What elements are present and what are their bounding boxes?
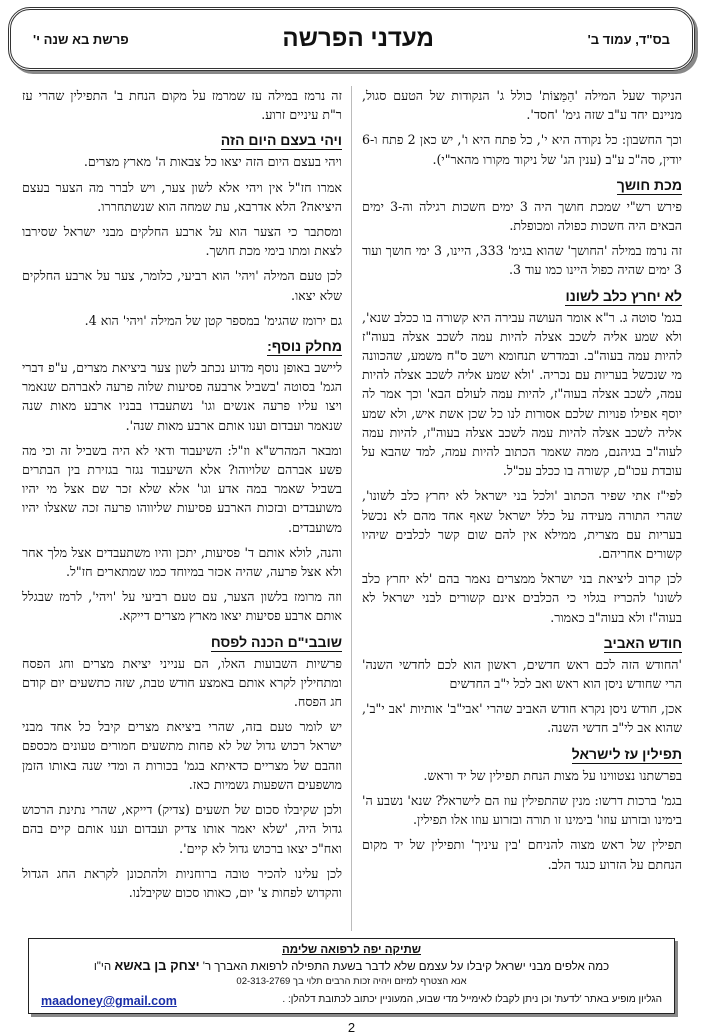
section-heading [362, 746, 682, 762]
section-heading-text: שובבי"ם הכנה לפסח [210, 633, 342, 650]
paragraph: בגמ' סוטה ג. ר"א אומר העושה עבירה היא קשורה בו ככלב שנא', ולא שמע אליה לשכב אצלה להיות עמה לשכב אצלה בעוה"ז להיות עמה בעוה"ב. ובמדרש תנחומא וישב ס"ח משמע, שהכוונה מי שנכשל בעריות עם נכריה. 'ולא שמע אליה לשכב אצלה להיות עמה, לשכב אצלה בעוה"ז, להיות עמה לעולם הבא' וכך אמר לה יוסף אפילו פנויות שלכם אסורות לנו כל שכן אשת איש, ולא שמע אליה לשכב אצלה להיות עמה לשכב אצלה בעוה"ז, להיות עמה לעוה"ב בגיהנם, ממה שאמר הכתוב להיות עמה, למד שהבא על עובדת עכו"ם, קשורה בו ככלב עכ"ל. [362, 309, 682, 479]
footer-line1-text: כמה אלפים מבני ישראל קיבלו על עצמם שלא לדבר בשעת התפילה לרפואת האברך ר' [202, 961, 610, 973]
header-date-page: בס"ד, עמוד ב' [587, 31, 670, 47]
header-banner [8, 7, 695, 71]
paragraph: ויהי בעצם היום הזה יצאו כל צבאות ה' מארץ מצרים. [83, 154, 342, 170]
paragraph: פרשיות השבועות האלו, הם ענייני יציאת מצרים וחג הפסח ומתחילין לקרא אותם באמצע חודש טבת, שזה כתשעים יום קודם חג הפסח. [22, 655, 342, 710]
paragraph: לכן קרוב ליציאת בני ישראל ממצרים נאמר בהם 'לא יחרץ כלב לשונו' להכריז בגלוי כי הכלבים אינם קשורים לבני ישראל לא בעוה"ז ולא בעוה"ב כאמור. [362, 571, 682, 625]
section-heading [362, 288, 682, 304]
paragraph: ומבאר המהרש"א וז"ל: השיעבוד ודאי לא היה בשביל זה וכי מה פשע אברהם שלויוהו? אלא השיעבוד נגזר בגזירת בין הבתרים בשביל שאמר במה אדע וגו' אלא שלא זכר שם אצל מי יהיו משועבדים ובזכות הארבע פסיעות שליווהו פרעה זכה שאצלו יהיו משועבדים. [22, 442, 342, 535]
footer-box [28, 938, 675, 1014]
paragraph: והנה, לולא אותם ד' פסיעות, יתכן והיו משתעבדים אצל מלך אחר ולא אצל פרעה, שהיה אכזר במיוחד כמו שמתארים חז"ל. [22, 544, 342, 580]
section-heading [362, 177, 682, 193]
paragraph: לכן עלינו להכיר טובה ברוחניות ולהתכונן לקראת החג הגדול והקדוש לפחות צ' יום, כאותו סכום שקיבלנו. [22, 865, 342, 900]
paragraph: ולכן שקיבלו סכום של תשעים (צדיק) דייקא, שהרי נתינת הרכוש גדול היה, 'שלא יאמר אותו צדיק ועבדום וענו אותם קיים בהם ואח"כ יצאו ברכוש גדול לא קיים'. [22, 802, 342, 856]
left-column [22, 86, 342, 931]
section-heading [22, 634, 342, 650]
paragraph: יש לומר טעם בזה, שהרי ביציאת מצרים קיבל כל אחד מבני ישראל רכוש גדול של לא פחות מתשעים חמורים טעונים מכספם וזהבם של מצריים כדאיתא בגמ' בכורות ה ומדי שנה באותו הזמן מושפעים השפעות גשמיות כאז. [22, 719, 342, 792]
footer-line2: אנא הצטרף למיזם ויהיה זכות הרבים תלוי בך 02-313-2769 [236, 976, 467, 987]
footer-line1 [41, 958, 662, 975]
section-heading-text: לא יחרץ כלב לשונו [565, 287, 682, 304]
paragraph: בפרשתנו נצטווינו על מצות הנחת תפילין של יד וראש. [423, 767, 682, 783]
paragraph: גם ירומז שהגימ' במספר קטן של המילה 'ויהי' הוא 4. [84, 312, 342, 328]
footer-email-link[interactable]: maadoney@gmail.com [41, 994, 177, 1008]
footer-line3: הגליון מופיע באתר 'לדעת' וכן ניתן לקבלו לאימייל מדי שבוע, המעוניין יכתוב לכתובת דלהלן: . [282, 994, 662, 1005]
paragraph: פירש רש"י שמכת חושך היה 3 ימים חשכות רגילה וה-3 ימים הבאים היה חשכות כפולה ומכופלת. [362, 198, 682, 234]
paragraph: אמרו חז"ל אין ויהי אלא לשון צער, ויש לברר מה הצער בעצם היציאה? הלא אדרבא, עת שמחה הוא שנשתחררו. [22, 179, 342, 214]
paragraph: וכך החשבון: כל נקודה היא י', כל פתח היא ו', יש כאן 2 פתח ו-6 יודין, סה"כ ע"ב (ענין הג' של ניקוד מקורו מהאר"י). [362, 132, 682, 167]
column-divider [351, 86, 352, 931]
paragraph: ומסתבר כי הצער הוא על ארבע החלקים מבני ישראל שסירבו לצאת ומתו בימי מכת חושך. [22, 224, 342, 259]
paragraph: בגמ' ברכות דרשו: מנין שהתפילין עוז הם לישראל? שנא' נשבע ה' בימינו ובזרוע עוזו' בימינו זו תורה ובזרוע עוזו אלו תפילין. [362, 792, 682, 828]
paragraph: לפי"ז אתי שפיר הכתוב 'ולכל בני ישראל לא יחרץ כלב לשונו', שהרי התורה מעידה על כלל ישראל שאף אחד מהם לא נכשל בעריות עם מצרית, ממילא אין להם שום קשר לכלבים שיהיו קשורים אחריהם. [362, 488, 682, 562]
section-heading-text: מחלק נוסף: [267, 338, 342, 355]
paragraph: וזה מרומז בלשון הצער, עם טעם רביעי על 'ויהי', לרמז שבגלל אותם ארבע פסיעות יצאו מארץ מצרים דייקא. [22, 589, 342, 624]
paragraph: 'החודש הזה לכם ראש חדשים, ראשון הוא לכם לחדשי השנה' הרי שחודש ניסן הוא ראש ואב לכל י"ב החדשים [362, 656, 682, 692]
section-heading-text: תפילין עז לישראל [571, 745, 682, 762]
paragraph: ליישב באופן נוסף מדוע נכתב לשון צער ביציאת מצרים, ע"פ דברי הגמ' בסוטה 'בשביל ארבעה פסיעות שלוה פרעה לאברהם שנאמר ויצו עליו פרעה אנשים וגו' נשתעבדו בבניו ארבע מאות שנה שנאמר ועבדום וענו אותם ארבע מאות שנה'. [22, 360, 342, 433]
page-number: 2 [347, 1020, 356, 1035]
footer-line1-suffix: הי"ו [93, 961, 112, 973]
footer-name: יצחק בן באשא [114, 958, 200, 973]
paragraph: הניקוד שעל המילה 'הַמַּצּוֹת' כולל ג' הנקודות של הטעם סגול, מניינם יחד ע"ב שזה גימ' 'חסד'. [362, 88, 682, 123]
paragraph: זה נרמז במילה עז שמרמז על מקום הנחת ב' התפילין שהרי עז ר"ת עיניים זרוע. [22, 88, 342, 123]
section-heading-text: מכת חושך [616, 176, 682, 193]
paragraph: תפילין של ראש מצוה להניחם 'בין עיניך' ותפילין של יד מקום הנחתם על הזרוע כנגד הלב. [362, 837, 682, 872]
section-heading [22, 338, 342, 354]
page-title: מעדני הפרשה [282, 25, 434, 52]
paragraph: זה נרמז במילה 'החושך' שהוא בגימ' 333, היינו, 3 ימי חושך ועוד 3 ימים שהיה כפול היינו כמו עוד 3. [362, 243, 682, 278]
header-parasha: פרשת בא שנה י' [33, 31, 129, 47]
section-heading-text: חודש האביב [603, 634, 682, 651]
paragraph: אכן, חודש ניסן נקרא חודש האביב שהרי 'אבי"ב' אותיות 'אב י"ב', שהוא אב לי"ב חדשי השנה. [362, 701, 682, 736]
paragraph: לכן טעם המילה 'ויהי' הוא רביעי, כלומר, צער על ארבע החלקים שלא יצאו. [22, 268, 342, 303]
footer-heading: שתיקה יפה לרפואה שלימה [281, 944, 421, 956]
section-heading [362, 635, 682, 651]
section-heading-text: ויהי בעצם היום הזה [220, 132, 342, 149]
right-column [362, 86, 682, 931]
section-heading [22, 132, 342, 148]
